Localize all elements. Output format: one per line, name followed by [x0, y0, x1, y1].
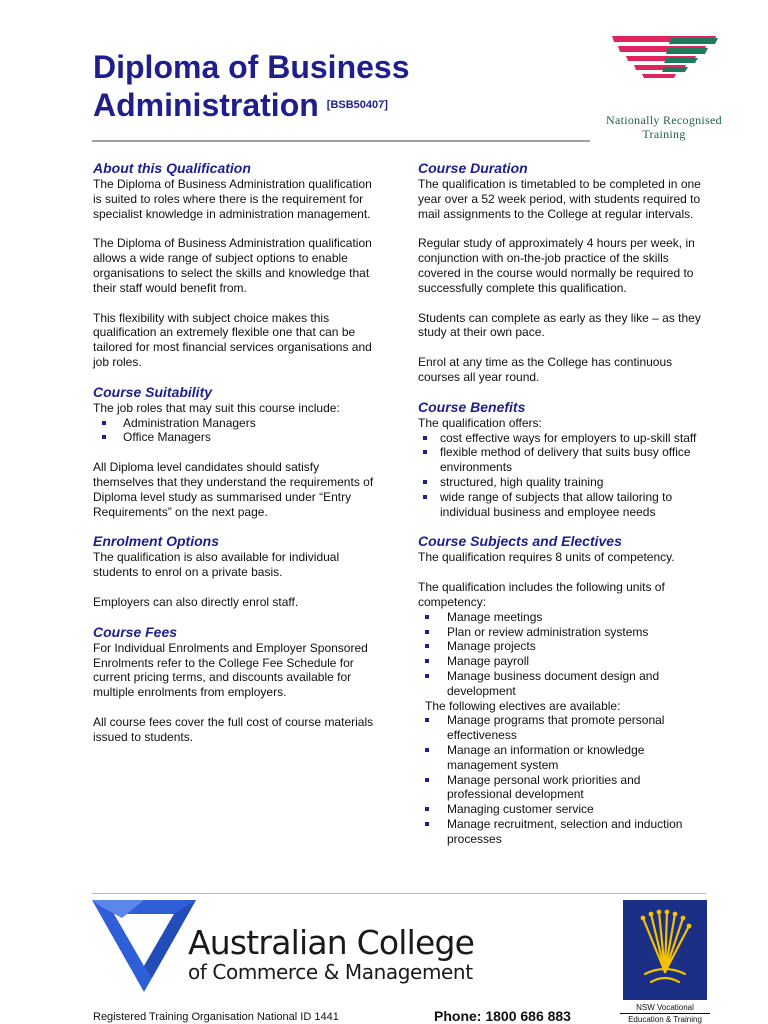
list-item: flexible method of delivery that suits busy office environments	[418, 445, 703, 475]
left-column	[93, 160, 378, 745]
subjects-paragraph-1: The qualification requires 8 units of competency.	[418, 550, 675, 565]
nsw-line-1: NSW Vocational	[620, 1002, 710, 1014]
document-title	[93, 48, 410, 124]
rto-id: Registered Training Organisation National ID 1441	[93, 1011, 339, 1023]
list-item: Manage meetings	[418, 610, 703, 625]
college-name-line-1: Australian College	[188, 923, 475, 962]
nrt-caption	[596, 113, 732, 141]
list-item: Plan or review administration systems	[418, 625, 703, 640]
nrt-line-2: Training	[642, 127, 686, 141]
list-item: Manage projects	[418, 639, 703, 654]
title-line-1: Diploma of Business	[93, 49, 410, 85]
right-column	[418, 160, 703, 846]
about-paragraph-2: The Diploma of Business Administration qualification allows a wide range of subject options to enable organisations to select the skills and knowledge that their staff would benefit from.	[93, 236, 372, 295]
fees-paragraph-1: For Individual Enrolments and Employer Sponsored Enrolments refer to the College Fee Schedule for current pricing terms, and discounts available for multiple enrolments from employers.	[93, 640, 368, 700]
nrt-line-1: Nationally Recognised	[606, 113, 722, 127]
duration-paragraph-4: Enrol at any time as the College has continuous courses all year round.	[418, 355, 673, 384]
benefits-heading: Course Benefits	[418, 398, 526, 415]
list-item: Manage payroll	[418, 654, 703, 669]
acc-triangle-logo-icon	[92, 900, 196, 992]
benefits-intro: The qualification offers:	[418, 415, 542, 430]
enrolment-paragraph-1: The qualification is also available for individual students to enrol on a private basis.	[93, 550, 340, 580]
list-item: structured, high quality training	[418, 475, 703, 490]
about-heading: About this Qualification	[93, 160, 251, 176]
list-item: cost effective ways for employers to up-skill staff	[418, 431, 703, 446]
list-item: Office Managers	[93, 430, 378, 445]
college-name	[188, 923, 475, 984]
title-line-2-text: Administration	[93, 87, 319, 123]
nsw-line-2: Education & Training	[620, 1014, 710, 1024]
suitability-intro: The job roles that may suit this course include:	[93, 400, 340, 415]
list-item: Manage recruitment, selection and induction processes	[418, 817, 703, 847]
subjects-paragraph-2: The qualification includes the following units of competency:	[418, 580, 665, 609]
list-item: Manage personal work priorities and professional development	[418, 773, 703, 803]
subjects-heading: Course Subjects and Electives	[418, 533, 622, 550]
suitability-heading: Course Suitability	[93, 383, 213, 400]
benefits-list	[418, 431, 703, 520]
list-item: Manage programs that promote personal effectiveness	[418, 713, 703, 743]
title-line-2	[93, 86, 410, 124]
list-item: Manage business document design and development	[418, 669, 703, 699]
phone-number: Phone: 1800 686 883	[434, 1008, 571, 1024]
core-units-list	[418, 610, 703, 699]
suitability-roles-list	[93, 416, 378, 446]
fees-paragraph-2: All course fees cover the full cost of course materials issued to students.	[93, 714, 374, 744]
course-code: [BSB50407]	[326, 99, 388, 111]
list-item: Manage an information or knowledge management system	[418, 743, 703, 773]
duration-paragraph-1: The qualification is timetabled to be completed in one year over a 52 week period, with students required to mail assignments to the College at regular intervals.	[418, 177, 701, 221]
footer-divider	[92, 893, 706, 894]
about-paragraph-3: This flexibility with subject choice makes this qualification an extremely flexible one that can be tailored for most financial services organisations and job roles.	[93, 310, 372, 369]
electives-list	[418, 713, 703, 846]
duration-heading: Course Duration	[418, 160, 528, 176]
header-divider	[92, 140, 590, 142]
about-paragraph-1: The Diploma of Business Administration qualification is suited to roles where there is the requirement for specialist knowledge in administration management.	[93, 177, 372, 221]
list-item: wide range of subjects that allow tailoring to individual business and employee needs	[418, 490, 703, 520]
electives-intro: The following electives are available:	[425, 698, 621, 713]
college-name-line-2: of Commerce & Management	[188, 960, 473, 984]
nsw-waratah-logo-icon	[623, 900, 707, 1000]
list-item: Administration Managers	[93, 416, 378, 431]
list-item: Managing customer service	[418, 802, 703, 817]
duration-paragraph-2: Regular study of approximately 4 hours per week, in conjunction with on-the-job practice of the skills covered in the course would normally be required to successfully complete this qualification.	[418, 236, 695, 295]
nsw-caption	[620, 1002, 710, 1024]
enrolment-heading: Enrolment Options	[93, 533, 219, 550]
suitability-paragraph: All Diploma level candidates should satisfy themselves that they understand the requirements of Diploma level study as summarised under “Entry Requirements” on the next page.	[93, 460, 374, 519]
enrolment-paragraph-2: Employers can also directly enrol staff.	[93, 594, 299, 609]
duration-paragraph-3: Students can complete as early as they like – as they study at their own pace.	[418, 310, 701, 340]
fees-heading: Course Fees	[93, 623, 178, 640]
